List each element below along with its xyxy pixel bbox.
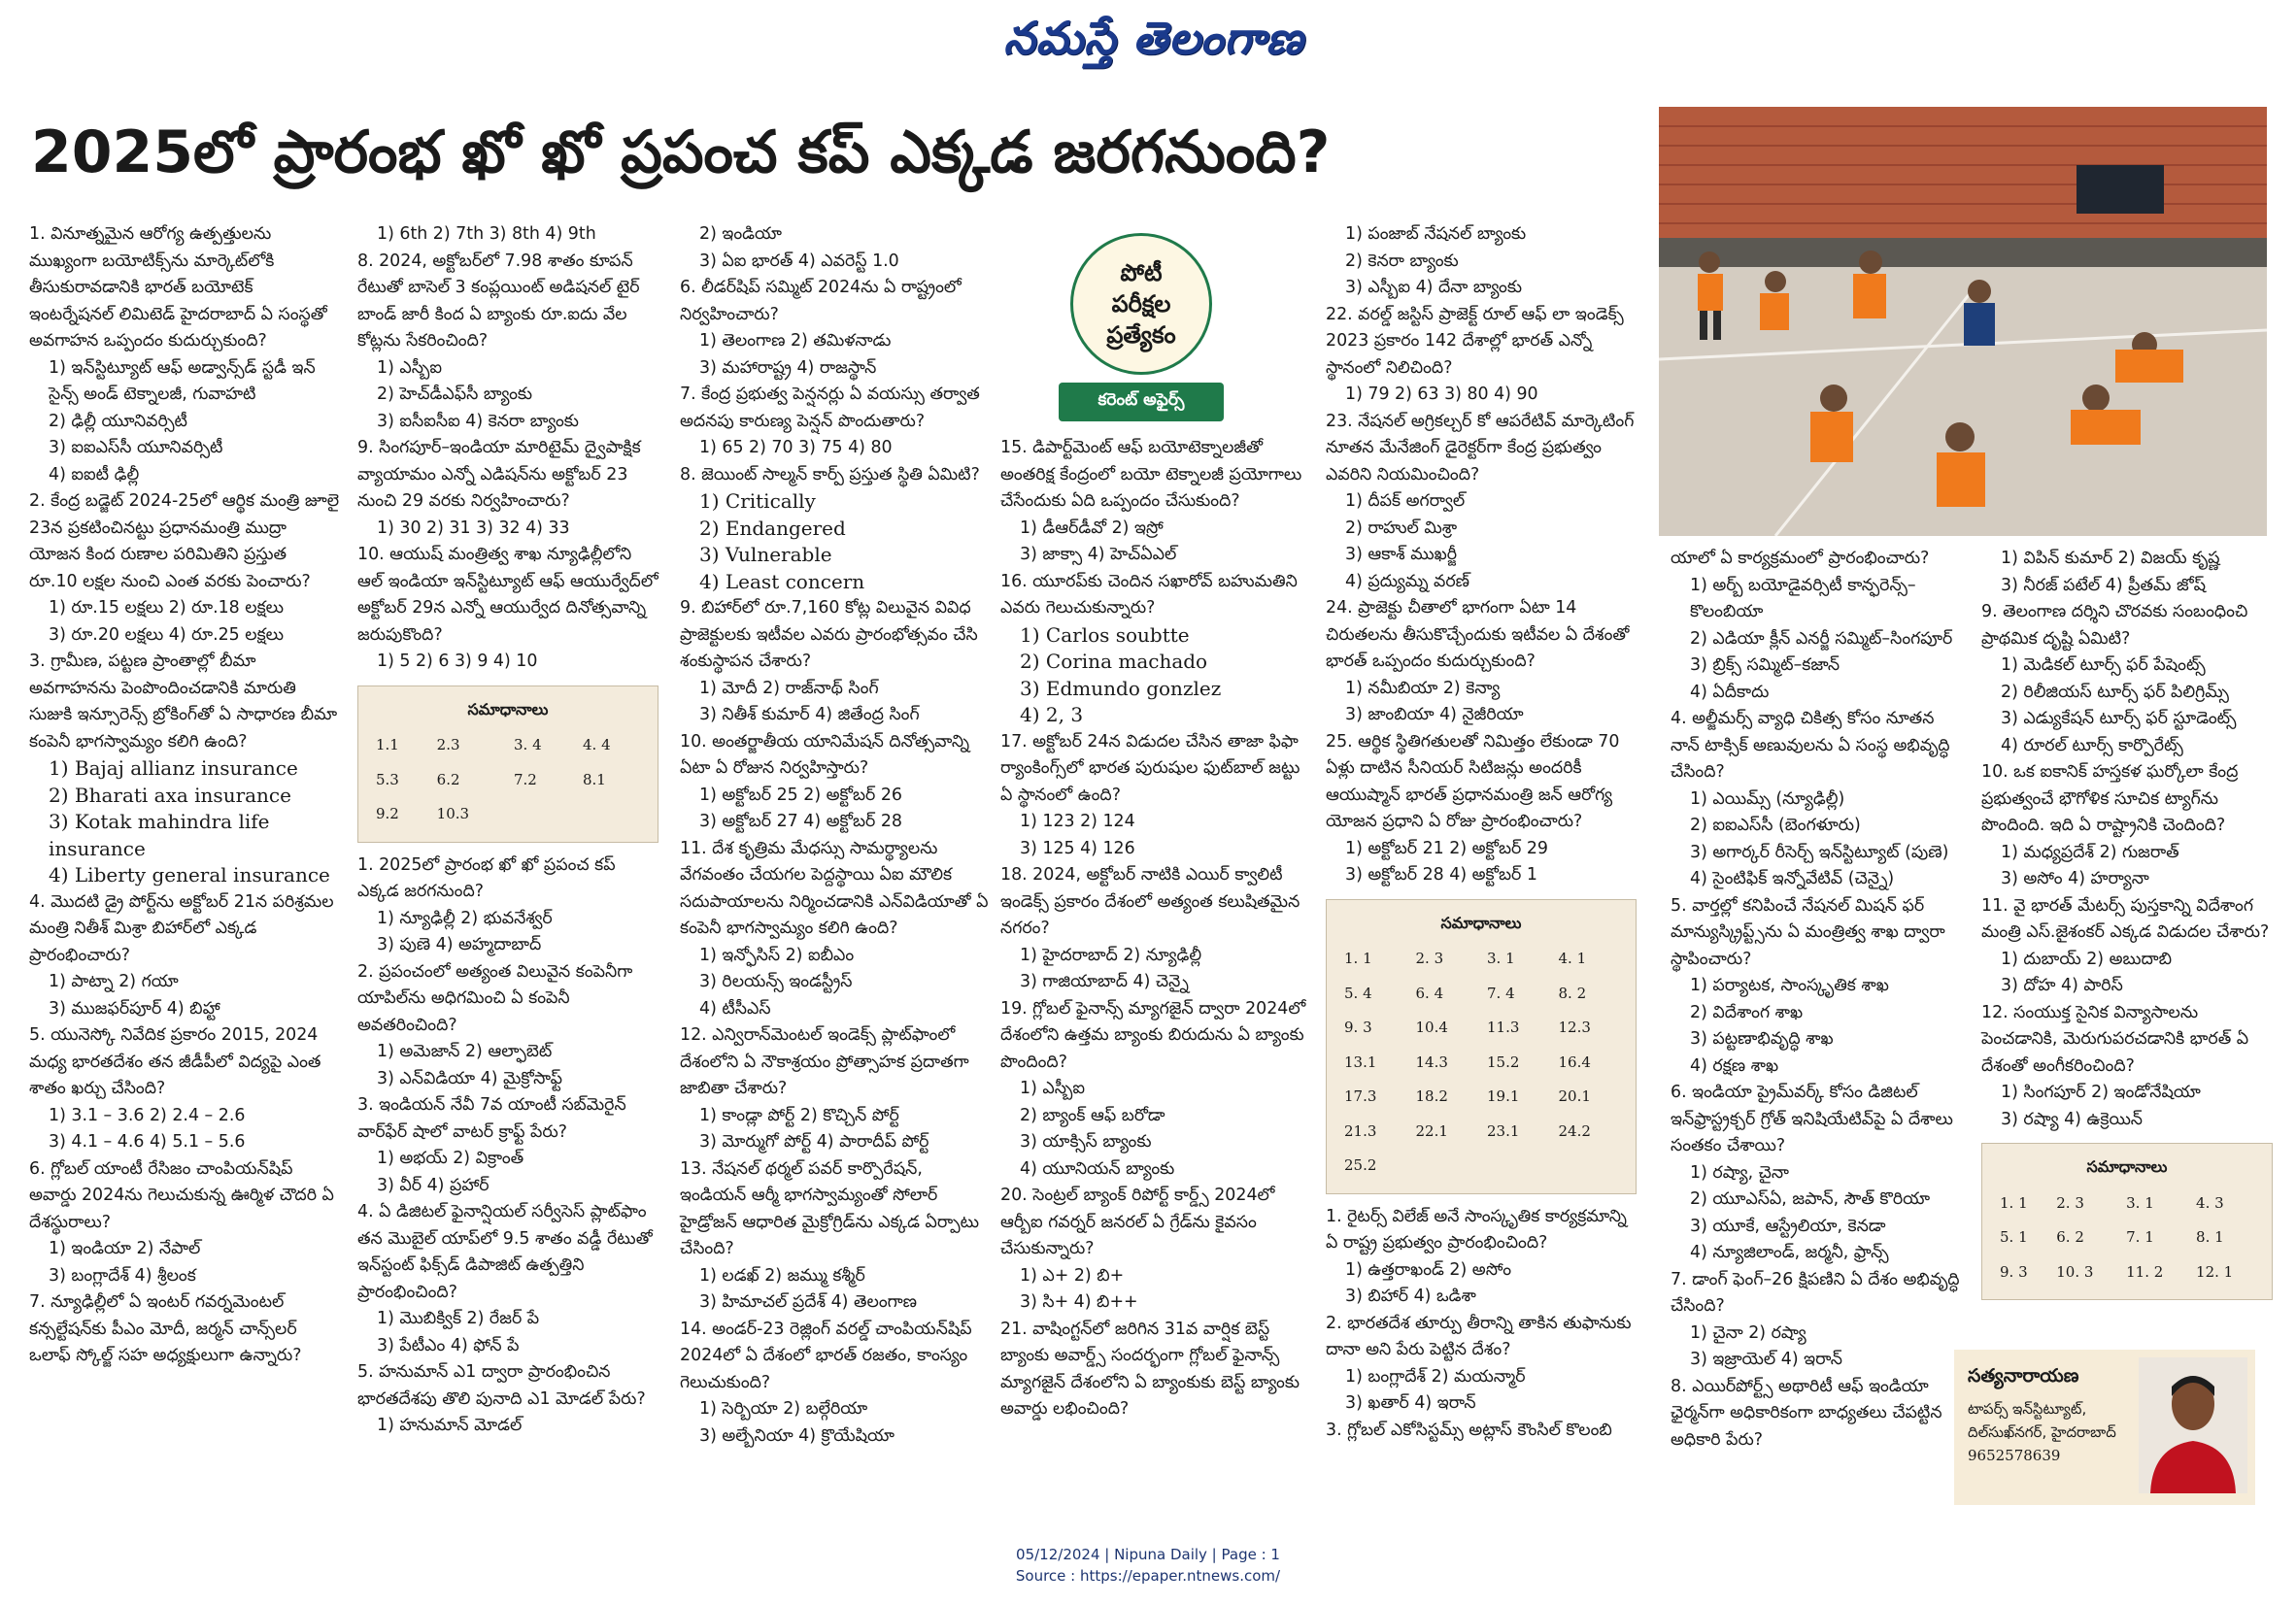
- answer-option: 1) హైదరాబాద్ 2) న్యూఢిల్లీ: [1020, 945, 1202, 965]
- badge-line-3: ప్రత్యేకం: [1106, 321, 1176, 349]
- question-text: 23. నేషనల్ అగ్రికల్చర్ కో ఆపరేటివ్ మార్కెటింగ్ నూతన మేనేజింగ్ డైరెక్టర్‌గా కేంద్ర ప్రభుత్వం ఎవరిని నియమించింది?: [1326, 411, 1635, 485]
- answer-option: 1) దుబాయ్ 2) అబుదాబి: [2001, 949, 2173, 969]
- answer-key-cell: 10. 3: [2056, 1262, 2094, 1281]
- answer-option: 1) 3.1 – 3.6 2) 2.4 – 2.6: [49, 1105, 246, 1125]
- answer-key-cell: 7. 4: [1487, 984, 1515, 1002]
- answer-option: 1) అక్టోబర్ 25 2) అక్టోబర్ 26: [699, 785, 902, 805]
- answer-option: 1) మధ్యప్రదేశ్ 2) గుజరాత్: [2001, 842, 2179, 862]
- answer-key-cell: [577, 797, 646, 832]
- answer-key-cell: 10.4: [1415, 1019, 1448, 1036]
- answer-option: 3) బ్రిక్స్ సమ్మిట్–కజాన్: [1690, 655, 1840, 675]
- answer-option: 4) ప్రద్యుమ్న వరణ్: [1345, 571, 1470, 591]
- answer-key-cell: 13.1: [1344, 1053, 1377, 1071]
- answer-option: 1) పాట్నా 2) గయా: [49, 972, 179, 991]
- answer-option: 1) పర్యాటక, సాంస్కృతిక శాఖ: [1690, 976, 1889, 995]
- answer-option: 3) ఎడ్యుకేషన్ టూర్స్ ఫర్ స్టూడెంట్స్: [2001, 709, 2237, 728]
- question-text: 12. సంయుక్త సైనిక విన్యాసాలను పెంచడానికి, మెరుగుపరచడానికి భారత్ ఏ దేశంతో అంగీకరించింది?: [1981, 1002, 2249, 1076]
- answer-key-cell: 1. 1: [2000, 1193, 2028, 1212]
- question-text: 7. కేంద్ర ప్రభుత్వ పెన్షనర్లు ఏ వయస్సు తర్వాత అదనపు కారుణ్య పెన్షన్ పొందుతారు?: [680, 385, 980, 431]
- answers-box: [1326, 899, 1637, 1194]
- author-institute: టాపర్స్ ఇన్‌స్టిట్యూట్,: [1968, 1400, 2087, 1418]
- answer-option: 2) Endangered: [699, 516, 846, 540]
- answer-option: 4) టీసీఎస్: [699, 998, 771, 1019]
- answer-option: 1) పంజాబ్ నేషనల్ బ్యాంకు: [1345, 224, 1527, 244]
- kho-kho-photo: [1659, 107, 2267, 536]
- answer-key-cell: 9. 3: [1344, 1019, 1372, 1036]
- answer-option: 4) ఐఐటీ ఢిల్లీ: [49, 464, 140, 485]
- answer-option: 2) ఇండియా: [699, 224, 782, 244]
- question-text: 2. కేంద్ర బడ్జెట్ 2024-25లో ఆర్థిక మంత్రి జూలై 23న ప్రకటించినట్టు ప్రధానమంత్రి ముద్రా యోజన కింద రుణాల పరిమితిని ప్రస్తుత రూ.10 లక్షల నుంచి ఎంత వరకు పెంచారు?: [29, 491, 340, 591]
- question-text: 4. మొదటి డ్రై పోర్ట్‌ను అక్టోబర్ 21న పరిశ్రమల మంత్రి నితీశ్ మిశ్రా బిహార్‌లో ఎక్కడ ప్రారంభించారు?: [29, 891, 334, 965]
- answer-key-cell: 16.4: [1558, 1053, 1591, 1071]
- answer-option: 3) మోర్ముగో పోర్ట్ 4) పారాదీప్ పోర్ట్: [699, 1132, 929, 1152]
- answer-option: 3) ముజఫర్‌పూర్ 4) బిహ్టా: [49, 998, 220, 1019]
- badge-circle: [1070, 233, 1212, 375]
- answer-option: 1) సెర్బియా 2) బల్గేరియా: [699, 1399, 868, 1419]
- answer-key-cell: 2. 3: [2056, 1193, 2084, 1212]
- column-6: [1671, 546, 1962, 1454]
- answer-option: 3) Kotak mahindra life insurance: [49, 810, 270, 860]
- answer-option: 1) 6th 2) 7th 3) 8th 4) 9th: [377, 224, 596, 244]
- question-text: 2. ప్రపంచంలో అత్యంత విలువైన కంపెనీగా యాపిల్‌ను అధిగమించి ఏ కంపెనీ అవతరించింది?: [357, 961, 633, 1035]
- answer-option: 3) 4.1 – 4.6 4) 5.1 – 5.6: [49, 1132, 246, 1152]
- answer-option: 3) పేటీఎం 4) ఫోన్ పే: [377, 1335, 520, 1355]
- masthead-text: నమస్తే తెలంగాణ: [1003, 12, 1304, 64]
- answer-option: 3) ఏఐ భారత్ 4) ఎవరెస్ట్ 1.0: [699, 251, 899, 271]
- answer-option: 4) రూరల్ టూర్స్ కార్పొరేట్స్: [2001, 735, 2183, 755]
- answer-option: 3) జాంబియా 4) నైజీరియా: [1345, 705, 1524, 724]
- answer-option: 2) Corina machado: [1020, 650, 1208, 673]
- answer-key-cell: [1481, 1149, 1553, 1184]
- kho-kho-players-illustration: [1659, 107, 2267, 536]
- answer-option: 3) జాక్సా 4) హెచ్ఏఎల్: [1020, 545, 1177, 564]
- question-text: 3. ఇండియన్ నేవీ 7వ యాంటీ సబ్‌మెరైన్ వార్‌ఫేర్ షాలో వాటర్ క్రాఫ్ట్ పేరు?: [357, 1095, 626, 1142]
- answer-key-cell: 14.3: [1415, 1053, 1448, 1071]
- answer-option: 3) అల్బేనియా 4) క్రొయేషియా: [699, 1425, 895, 1446]
- answer-key-cell: 6. 2: [2056, 1228, 2084, 1246]
- answer-option: 3) అసోం 4) హర్యానా: [2001, 869, 2149, 888]
- badge-line-2: పరీక్షల: [1111, 290, 1171, 318]
- answer-option: 1) ఇన్‌స్టిట్యూట్ ఆఫ్ అడ్వాన్స్‌డ్ స్టడీ ఇన్ సైన్స్ అండ్ టెక్నాలజీ, గువాహటి: [49, 357, 316, 404]
- answer-option: 4) 2, 3: [1020, 703, 1084, 726]
- question-text: 11. వై భారత్ మేటర్స్ పుస్తకాన్ని విదేశాంగ మంత్రి ఎస్.జైశంకర్ ఎక్కడ విడుదల చేశారు?: [1981, 895, 2270, 942]
- question-text: 1. వినూత్నమైన ఆరోగ్య ఉత్పత్తులను ముఖ్యంగా బయోటిక్స్‌ను మార్కెట్‌లోకి తీసుకురావడానికి భారత్ బయోటెక్ ఇంటర్నేషనల్ లిమిటెడ్ హైదరాబాద్ ఏ సంస్థతో అవగాహన ఒప్పందం కుదుర్చుకుంది?: [29, 224, 327, 351]
- current-affairs-strip: కరెంట్ అఫైర్స్: [1059, 383, 1224, 421]
- answer-option: 3) Edmundo gonzlez: [1020, 676, 1222, 700]
- answer-option: 2) బ్యాంక్ ఆఫ్ బరోడా: [1020, 1105, 1165, 1125]
- answer-option: 1) 5 2) 6 3) 9 4) 10: [377, 652, 538, 671]
- masthead-logo: [960, 10, 1348, 78]
- answer-option: 4) యూనియన్ బ్యాంకు: [1020, 1158, 1175, 1179]
- answer-option: 1) అర్బ్ బయోడైవర్సిటీ కాన్ఫరెన్స్–కొలంబియా: [1690, 575, 1916, 621]
- answer-option: 1) సింగపూర్ 2) ఇండోనేషియా: [2001, 1083, 2201, 1102]
- answers-table: [1338, 942, 1624, 1184]
- answer-option: 3) అగార్కర్ రీసెర్చ్ ఇన్‌స్టిట్యూట్ (పుణె): [1690, 842, 1949, 862]
- answer-key-cell: 19.1: [1487, 1087, 1520, 1105]
- answer-key-cell: 3. 1: [1487, 950, 1515, 967]
- answers-box: [357, 685, 658, 843]
- question-text: 10. ఆయుష్ మంత్రిత్వ శాఖ న్యూఢిల్లీలోని ఆల్ ఇండియా ఇన్‌స్టిట్యూట్ ఆఫ్ ఆయుర్వేద్‌లో అక్టోబర్ 29న ఎన్నో ఆయుర్వేద దినోత్సవాన్ని జరుపుకొంది?: [357, 545, 658, 645]
- answer-option: 3) పట్టణాభివృద్ధి శాఖ: [1690, 1029, 1834, 1049]
- question-text: 6. గ్లోబల్ యాంటీ రేసిజం చాంపియన్‌షిప్ అవార్డు 2024ను గెలుచుకున్న ఊర్మిళ చౌదరి ఏ దేశస్థురాలు?: [29, 1158, 334, 1232]
- answer-option: 2) ఢిల్లీ యూనివర్సిటీ: [49, 411, 187, 431]
- answer-key-cell: 11.3: [1487, 1019, 1520, 1036]
- answer-option: 3) యాక్సిస్ బ్యాంకు: [1020, 1132, 1152, 1152]
- question-text: 8. జెయింట్ సాల్మన్ కార్ప్ ప్రస్తుత స్థితి ఏమిటి?: [680, 464, 980, 485]
- author-name: సత్యనారాయణ: [1968, 1365, 2079, 1387]
- answer-key-cell: 2. 3: [1415, 950, 1444, 967]
- answer-option: 3) నితీశ్ కుమార్ 4) జితేంద్ర సింగ్: [699, 705, 920, 724]
- answer-option: 2) హెచ్‌డీఎఫ్‌సీ బ్యాంకు: [377, 385, 533, 404]
- answer-option: 2) విదేశాంగ శాఖ: [1690, 1002, 1804, 1022]
- answer-key-cell: [1410, 1149, 1482, 1184]
- question-text: 6. ఇండియా ప్రైమ్‌వర్క్ కోసం డిజిటల్ ఇన్‌ఫ్రాస్ట్రక్చర్ గ్రోత్ ఇనిషియేటివ్‌పై ఏ దేశాలు సంతకం చేశాయి?: [1671, 1083, 1953, 1155]
- author-phone: 9652578639: [1968, 1447, 2061, 1464]
- author-photo: [2139, 1357, 2247, 1493]
- answer-key-cell: 4. 4: [582, 736, 611, 753]
- answer-option: 3) రిలయన్స్ ఇండస్ట్రీస్: [699, 972, 853, 991]
- answer-option: 1) న్యూఢిల్లీ 2) భువనేశ్వర్: [377, 908, 553, 928]
- answer-key-cell: 17.3: [1344, 1087, 1377, 1105]
- answer-option: 2) Bharati axa insurance: [49, 783, 291, 807]
- question-text: 1. 2025లో ప్రారంభ ఖో ఖో ప్రపంచ కప్ ఎక్కడ జరగనుంది?: [357, 854, 616, 901]
- answer-option: 2) ఎడియా క్లీన్ ఎనర్జీ సమ్మిట్–సింగపూర్: [1690, 628, 1953, 649]
- question-text: 25. ఆర్థిక స్థితిగతులతో నిమిత్తం లేకుండా 70 ఏళ్లు దాటిన సీనియర్ సిటిజన్లు అందరికీ ఆయుష్మాన్ భారత్ ప్రధానమంత్రి జన్ ఆరోగ్య యోజన ప్రధాని ఏ రోజు ప్రారంభించారు?: [1326, 731, 1620, 831]
- answer-key-cell: 5. 4: [1344, 984, 1372, 1002]
- answers-title: సమాధానాలు: [1440, 913, 1522, 932]
- answer-option: 1) మోదీ 2) రాజ్‌నాథ్ సింగ్: [699, 678, 879, 698]
- question-text: 2. భారతదేశ తూర్పు తీరాన్ని తాకిన తుఫానుకు దానా అని పేరు పెట్టిన దేశం?: [1326, 1313, 1632, 1359]
- answer-option: 2) యూఎస్ఏ, జపాన్, సౌత్ కొరియా: [1690, 1189, 1931, 1209]
- answer-option: 1) బంగ్లాదేశ్ 2) మయన్మార్: [1345, 1366, 1526, 1387]
- answer-option: 1) Critically: [699, 489, 816, 513]
- answer-option: 4) ఏదీకాదు: [1690, 682, 1770, 702]
- question-text: యాలో ఏ కార్యక్రమంలో ప్రారంభించారు?: [1671, 549, 1930, 568]
- question-text: 10. ఒక ఐకానిక్ హస్తకళ ఘర్కోలా కేంద్ర ప్రభుత్వంచే భౌగోళిక సూచిక ట్యాగ్‌ను పొందింది. ఇది ఏ రాష్ట్రానికి చెందింది?: [1981, 762, 2239, 835]
- answer-key-cell: 1.1: [376, 736, 399, 753]
- answer-option: 3) ఖతార్ 4) ఇరాన్: [1345, 1393, 1476, 1413]
- answer-key-cell: 1. 1: [1344, 950, 1372, 967]
- question-text: 5. యునెస్కో నివేదిక ప్రకారం 2015, 2024 మధ్య భారతదేశం తన జీడీపీలో విద్యపై ఎంత శాతం ఖర్చు చేసింది?: [29, 1025, 321, 1098]
- column-3: [680, 221, 991, 1450]
- question-text: 4. ఏ డిజిటల్ ఫైనాన్షియల్ సర్వీసెస్ ప్లాట్‌ఫాం తన మొబైల్ యాప్‌లో 9.5 శాతం వడ్డీ రేటుతో ఇన్‌స్టంట్ ఫిక్స్‌డ్ డిపాజిట్ ఉత్పత్తిని ప్రారంభించింది?: [357, 1202, 653, 1302]
- question-text: 8. 2024, అక్టోబర్‌లో 7.98 శాతం కూపన్ రేటుతో బాసెల్ 3 కంప్లయింట్ అడిషనల్ టైర్ బాండ్ జారీ కింద ఏ బ్యాంకు రూ.ఐదు వేల కోట్లను సేకరించింది?: [357, 251, 640, 351]
- answer-key-cell: 24.2: [1558, 1121, 1591, 1140]
- answers-title: సమాధానాలు: [2086, 1157, 2168, 1176]
- answer-option: 1) అభయ్ 2) విక్రాంత్: [377, 1149, 524, 1168]
- answer-key-cell: 21.3: [1344, 1121, 1377, 1140]
- answer-option: 1) రష్యా, చైనా: [1690, 1162, 1789, 1183]
- answer-option: 3) బంగ్లాదేశ్ 4) శ్రీలంక: [49, 1265, 196, 1286]
- answer-key-cell: 12. 1: [2196, 1262, 2234, 1281]
- question-text: 16. యూరప్‌కు చెందిన సఖారోవ్ బహుమతిని ఎవరు గెలుచుకున్నారు?: [1000, 571, 1298, 618]
- answer-option: 2) రిలీజియస్ టూర్స్ ఫర్ పిలిగ్రిమ్స్: [2001, 682, 2229, 702]
- answer-option: 3) పుణె 4) అహ్మదాబాద్: [377, 935, 542, 954]
- answer-key-cell: 5.3: [376, 770, 399, 788]
- footer-date-page: 05/12/2024 | Nipuna Daily | Page : 1: [1016, 1546, 1280, 1563]
- question-text: 14. అండర్-23 రెజ్లింగ్ వరల్డ్ చాంపియన్‌షిప్ 2024లో ఏ దేశంలో భారత్ రజతం, కాంస్యం గెలుచుకుంది?: [680, 1319, 972, 1392]
- answer-option: 1) రూ.15 లక్షలు 2) రూ.18 లక్షలు: [49, 598, 285, 618]
- answer-option: 3) ఐసీఐసీఐ 4) కెనరా బ్యాంకు: [377, 411, 579, 431]
- answer-option: 3) ఎన్‌విడియా 4) మైక్రోసాఫ్ట్: [377, 1068, 562, 1088]
- answer-option: 3) 125 4) 126: [1020, 838, 1135, 858]
- answer-option: 3) యూకే, ఆస్ట్రేలియా, కెనడా: [1690, 1216, 1886, 1236]
- answer-option: 1) మొబిక్విక్ 2) రేజర్ పే: [377, 1309, 540, 1328]
- answer-option: 1) Carlos soubtte: [1020, 622, 1190, 647]
- question-text: 10. అంతర్జాతీయ యానిమేషన్ దినోత్సవాన్ని ఏటా ఏ రోజున నిర్వహిస్తారు?: [680, 731, 969, 778]
- answer-key-cell: 5. 1: [2000, 1228, 2028, 1246]
- question-text: 1. రైటర్స్ విలేజ్ అనే సాంస్కృతిక కార్యక్రమాన్ని ఏ రాష్ట్ర ప్రభుత్వం ప్రారంభించింది?: [1326, 1206, 1627, 1253]
- question-text: 17. అక్టోబర్ 24న విడుదల చేసిన తాజా ఫిఫా ర్యాంకింగ్స్‌లో భారత పురుషుల ఫుట్‌బాల్ జట్టు ఏ స్థానంలో ఉంది?: [1000, 731, 1300, 805]
- answer-key-cell: 3. 4: [514, 736, 542, 753]
- answer-option: 1) 123 2) 124: [1020, 812, 1135, 831]
- answer-key-cell: 11. 2: [2126, 1262, 2164, 1281]
- answer-key-cell: 8. 2: [1558, 984, 1587, 1002]
- answer-key-cell: 20.1: [1558, 1087, 1591, 1105]
- answer-option: 4) రక్షణ శాఖ: [1690, 1055, 1779, 1076]
- answer-option: 3) రూ.20 లక్షలు 4) రూ.25 లక్షలు: [49, 624, 285, 645]
- answer-option: 3) రష్యా 4) ఉక్రెయిన్: [2001, 1109, 2144, 1129]
- answer-option: 4) సైంటిఫిక్ ఇన్నోవేటివ్ (చెన్నై): [1690, 869, 1895, 888]
- answer-option: 3) అక్టోబర్ 27 4) అక్టోబర్ 28: [699, 812, 902, 831]
- column-4: [1000, 435, 1311, 1423]
- answer-option: 1) డీఆర్‌డీవో 2) ఇస్రో: [1020, 518, 1164, 538]
- answer-option: 3) ఐఐఎస్‌సీ యూనివర్సిటీ: [49, 438, 223, 457]
- answer-option: 1) 79 2) 63 3) 80 4) 90: [1345, 385, 1538, 404]
- answer-key-cell: 2.3: [436, 736, 460, 753]
- answer-key-cell: 25.2: [1344, 1156, 1377, 1174]
- answers-table: [1994, 1187, 2260, 1290]
- question-text: 24. ప్రాజెక్టు చీతాలో భాగంగా ఏటా 14 చిరుతలను తీసుకొచ్చేందుకు ఇటీవల ఏ దేశంతో భారత్ ఒప్పందం కుదుర్చుకుంది?: [1326, 598, 1630, 671]
- answers-title: సమాధానాలు: [467, 699, 549, 719]
- column-2: [357, 221, 658, 1440]
- answer-option: 3) బిహార్ 4) ఒడిశా: [1345, 1287, 1476, 1306]
- question-text: 4. అల్జీమర్స్ వ్యాధి చికిత్స కోసం నూతన నాన్ టాక్సిక్ అణువులను ఏ సంస్థ అభివృద్ధి చేసింది?: [1671, 709, 1950, 782]
- competitive-exam-badge: [1059, 233, 1224, 427]
- answer-option: 3) దోహ 4) పారిస్: [2001, 976, 2123, 995]
- answer-option: 1) ఇన్ఫోసిస్ 2) ఐబీఎం: [699, 945, 855, 965]
- question-text: 3. గ్లోబల్ ఎకోసిస్టమ్స్ అట్లాస్ కౌంసిల్ కొలంబి: [1326, 1420, 1612, 1440]
- question-text: 19. గ్లోబల్ ఫైనాన్స్ మ్యాగజైన్ ద్వారా 2024లో దేశంలోని ఉత్తమ బ్యాంకు బిరుదును ఏ బ్యాంకు పొందింది?: [1000, 998, 1306, 1072]
- answer-option: 2) ఐఐఎస్‌సీ (బెంగళూరు): [1690, 816, 1861, 835]
- answer-option: 3) ఎస్బీఐ 4) దేనా బ్యాంకు: [1345, 278, 1522, 297]
- answer-option: 3) వీర్ 4) ప్రహార్: [377, 1175, 490, 1195]
- answer-option: 1) Bajaj allianz insurance: [49, 756, 298, 780]
- answer-option: 3) అక్టోబర్ 28 4) అక్టోబర్ 1: [1345, 865, 1537, 885]
- answer-key-cell: 6.2: [436, 770, 460, 788]
- question-text: 22. వరల్డ్ జస్టిస్ ప్రాజెక్ట్ రూల్ ఆఫ్ లా ఇండెక్స్ 2023 ప్రకారం 142 దేశాల్లో భారత్ ఎన్నో స్థానంలో నిలిచింది?: [1326, 304, 1624, 378]
- answer-option: 1) హనుమాన్ మోడల్: [377, 1416, 523, 1435]
- answer-option: 1) అక్టోబర్ 21 2) అక్టోబర్ 29: [1345, 838, 1548, 858]
- answer-key-cell: 22.1: [1415, 1121, 1448, 1140]
- answer-option: 2) రాహుల్ మిశ్రా: [1345, 518, 1458, 538]
- answer-option: 3) నీరజ్ పటేల్ 4) ప్రీతమ్ జోష్: [2001, 575, 2207, 595]
- answer-option: 1) ఎయిమ్స్ (న్యూఢిల్లీ): [1690, 788, 1845, 809]
- answer-option: 1) మెడికల్ టూర్స్ ఫర్ పేషెంట్స్: [2001, 655, 2206, 675]
- answer-key-cell: 9.2: [376, 805, 399, 822]
- answer-option: 4) న్యూజిలాండ్, జర్మనీ, ఫ్రాన్స్: [1690, 1243, 1889, 1262]
- answer-key-cell: 15.2: [1487, 1053, 1520, 1071]
- answer-option: 4) Least concern: [699, 569, 865, 593]
- answer-option: 1) తెలంగాణ 2) తమిళనాడు: [699, 331, 892, 351]
- question-text: 5. వార్తల్లో కనిపించే నేషనల్ మిషన్ ఫర్ మాన్యుస్క్రిప్ట్స్‌ను ఏ మంత్రిత్వ శాఖ ద్వారా స్థాపించారు?: [1671, 895, 1945, 969]
- answer-key-cell: 4. 3: [2196, 1193, 2224, 1212]
- question-text: 9. సింగపూర్–ఇండియా మారిటైమ్ ద్వైపాక్షిక వ్యాయామం ఎన్నో ఎడిషన్‌ను అక్టోబర్ 23 నుంచి 29 వరకు నిర్వహించారు?: [357, 438, 641, 511]
- question-text: 20. సెంట్రల్ బ్యాంక్ రిపోర్ట్ కార్డ్స్ 2024లో ఆర్బీఐ గవర్నర్ జనరల్ ఏ గ్రేడ్‌ను కైవసం చేసుకున్నారు?: [1000, 1186, 1275, 1258]
- answer-key-cell: [1553, 1149, 1625, 1184]
- answer-option: 3) ఆకాశ్ ముఖర్జీ: [1345, 545, 1458, 564]
- column-1: [29, 221, 340, 1370]
- question-text: 15. డిపార్ట్‌మెంట్ ఆఫ్ బయోటెక్నాలజీతో అంతరిక్ష కేంద్రంలో బయో టెక్నాలజీ ప్రయోగాలు చేసేందుకు ఏది ఒప్పందం చేసుకుంది?: [1000, 438, 1302, 511]
- author-profile-card: [1954, 1350, 2255, 1505]
- badge-line-1: పోటీ: [1120, 259, 1163, 286]
- answer-option: 3) Vulnerable: [699, 543, 832, 566]
- answer-option: 3) హిమాచల్ ప్రదేశ్ 4) తెలంగాణ: [699, 1292, 918, 1312]
- answer-key-cell: 18.2: [1415, 1087, 1448, 1105]
- answer-option: 3) మహారాష్ట్ర 4) రాజస్థాన్: [699, 357, 877, 378]
- author-portrait-illustration: [2139, 1357, 2247, 1493]
- column-7: [1981, 546, 2273, 1310]
- answer-key-cell: 8. 1: [2196, 1228, 2224, 1246]
- question-text: 3. గ్రామీణ, పట్టణ ప్రాంతాల్లో బీమా అవగాహనను పెంపొందించడానికి మారుతి సుజుకి ఇన్సూరెన్స్ బ్రోకింగ్‌తో ఏ సాధారణ బీమా కంపెనీ భాగస్వామ్యం కలిగి ఉంది?: [29, 652, 338, 752]
- answer-key-cell: 12.3: [1558, 1019, 1591, 1036]
- answer-option: 1) ఇండియా 2) నేపాల్: [49, 1239, 201, 1258]
- answer-key-cell: 7. 1: [2126, 1228, 2154, 1246]
- question-text: 12. ఎన్విరాన్‌మెంటల్ ఇండెక్స్ ప్లాట్‌ఫాంలో దేశంలోని ఏ నౌకాశ్రయం ప్రోత్సాహక ప్రదాతగా జాబితా చేశారు?: [680, 1025, 969, 1098]
- page-footer: [0, 1544, 2296, 1587]
- answer-option: 1) ఉత్తరాఖండ్ 2) అసోం: [1345, 1259, 1512, 1280]
- question-text: 18. 2024, అక్టోబర్ నాటికి ఎయిర్ క్వాలిటీ ఇండెక్స్ ప్రకారం దేశంలో అత్యంత కలుషితమైన నగరం?: [1000, 865, 1300, 938]
- answer-option: 1) నమీబియా 2) కెన్యా: [1345, 678, 1501, 698]
- answers-table: [370, 728, 646, 832]
- answer-option: 3) ఇజ్రాయెల్ 4) ఇరాన్: [1690, 1350, 1843, 1369]
- answer-key-cell: 9. 3: [2000, 1262, 2028, 1281]
- answer-option: 1) కాండ్లా పోర్ట్ 2) కొచ్చిన్ పోర్ట్: [699, 1105, 899, 1125]
- answer-key-cell: 6. 4: [1415, 984, 1444, 1002]
- answer-option: 1) 65 2) 70 3) 75 4) 80: [699, 438, 893, 457]
- question-text: 9. బిహార్‌లో రూ.7,160 కోట్ల విలువైన వివిధ ప్రాజెక్టులకు ఇటీవల ఎవరు ప్రారంభోత్సవం చేసి శంకుస్థాపన చేశారు?: [680, 598, 978, 671]
- question-text: 8. ఎయిర్‌పోర్ట్స్ అథారిటీ ఆఫ్ ఇండియా ఛైర్మన్‌గా అధికారికంగా బాధ్యతలు చేపట్టిన అధికారి పేరు?: [1671, 1376, 1942, 1450]
- page-headline: 2025లో ప్రారంభ ఖో ఖో ప్రపంచ కప్ ఎక్కడ జరగనుంది?: [31, 118, 1331, 186]
- footer-source: Source : https://epaper.ntnews.com/: [1015, 1567, 1281, 1585]
- answer-key-cell: 4. 1: [1558, 950, 1587, 967]
- answer-option: 3) సి+ 4) బి++: [1020, 1292, 1138, 1312]
- answer-key-cell: [508, 797, 577, 832]
- answer-option: 3) గాజియాబాద్ 4) చెన్నై: [1020, 972, 1189, 991]
- answer-option: 1) అమెజాన్ 2) ఆల్ఫాబెట్: [377, 1042, 553, 1061]
- answer-option: 1) లడఖ్ 2) జమ్ము కశ్మీర్: [699, 1265, 865, 1286]
- author-location: దిల్‌సుఖ్‌నగర్, హైదరాబాద్: [1968, 1423, 2116, 1441]
- question-text: 6. లీడర్‌షిప్ సమ్మిట్ 2024ను ఏ రాష్ట్రంలో నిర్వహించారు?: [680, 278, 962, 324]
- question-text: 9. తెలంగాణ దర్శిని చొరవకు సంబంధించి ప్రాథమిక దృష్టి ఏమిటి?: [1981, 602, 2248, 649]
- answer-key-cell: 10.3: [436, 805, 470, 822]
- question-text: 5. హనుమాన్ ఎ1 ద్వారా ప్రారంభించిన భారతదేశపు తొలి పునాది ఎ1 మోడల్ పేరు?: [357, 1362, 646, 1409]
- question-text: 7. న్యూఢిల్లీలో ఏ ఇంటర్ గవర్నమెంటల్ కన్సల్టేషన్‌కు పీఎం మోదీ, జర్మన్ చాన్స్‌లర్ ఒలాఫ్ స్కోల్జ్ సహ అధ్యక్షులుగా ఉన్నారు?: [29, 1292, 302, 1365]
- answer-option: 1) విపిన్ కుమార్ 2) విజయ్ కృష్ణ: [2001, 549, 2220, 568]
- question-text: 21. వాషింగ్టన్‌లో జరిగిన 31వ వార్షిక బెస్ట్ బ్యాంకు అవార్డ్స్ సందర్భంగా గ్లోబల్ ఫైనాన్స్ మ్యాగజైన్ దేశంలోని ఏ బ్యాంకుకు బెస్ట్ బ్యాంకు అవార్డు లభించింది?: [1000, 1319, 1300, 1419]
- answer-option: 1) ఎ+ 2) బి+: [1020, 1265, 1125, 1286]
- answers-box: [1981, 1143, 2273, 1300]
- answer-option: 1) దీపక్ అగర్వాల్: [1345, 491, 1466, 511]
- answer-key-cell: 23.1: [1487, 1121, 1520, 1140]
- question-text: 13. నేషనల్ థర్మల్ పవర్ కార్పొరేషన్, ఇండియన్ ఆర్మీ భాగస్వామ్యంతో సోలార్ హైడ్రోజన్ ఆధారిత మైక్రోగ్రిడ్‌ను ఎక్కడ ఏర్పాటు చేసింది?: [680, 1158, 980, 1258]
- question-text: 7. డాంగ్ ఫెంగ్–26 క్షిపణిని ఏ దేశం అభివృద్ధి చేసింది?: [1671, 1269, 1960, 1316]
- answer-option: 1) 30 2) 31 3) 32 4) 33: [377, 518, 570, 538]
- answer-option: 2) కెనరా బ్యాంకు: [1345, 251, 1459, 271]
- column-5: [1326, 221, 1637, 1444]
- answer-key-cell: 7.2: [514, 770, 537, 788]
- answer-option: 1) చైనా 2) రష్యా: [1690, 1322, 1806, 1343]
- answer-key-cell: 8.1: [582, 770, 606, 788]
- answer-option: 1) ఎస్బీఐ: [377, 357, 443, 378]
- answer-option: 4) Liberty general insurance: [49, 863, 330, 886]
- question-text: 11. దేశ కృత్రిమ మేధస్సు సామర్థ్యాలను వేగవంతం చేయగల పెద్దస్థాయి ఏఐ మౌలిక సదుపాయాలను నిర్మించడానికి ఎన్‌విడియాతో ఏ కంపెనీ భాగస్వామ్యం కలిగి ఉంది?: [680, 838, 989, 938]
- answer-option: 1) ఎస్బీఐ: [1020, 1079, 1086, 1098]
- answer-key-cell: 3. 1: [2126, 1193, 2154, 1212]
